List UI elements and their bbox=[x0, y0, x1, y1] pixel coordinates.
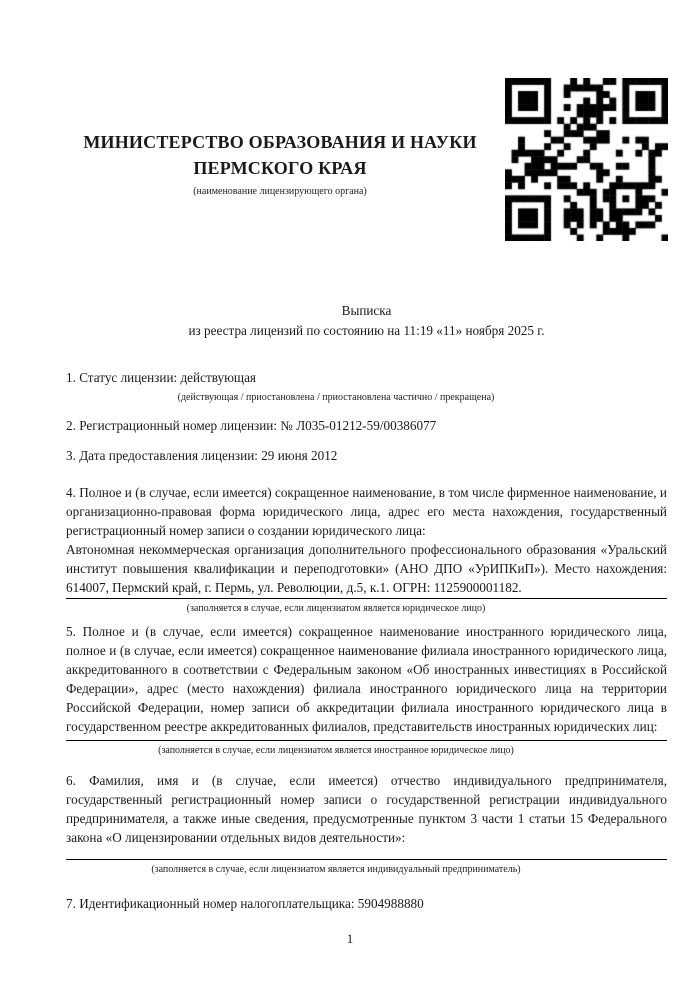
legal-entity-value: Автономная некоммерческая организация дополнительного профессионального образования «Уральский институт повышения квалификации и переподготовки» (АНО ДПО «УрИПКиП»). Место нахождения: 614007, Пермский край, г. Пермь, ул. Революции, д.5, к.1. ОГРН: 1125900001182. bbox=[66, 542, 667, 595]
item-legal-entity bbox=[66, 483, 667, 615]
authority-name-line2: ПЕРМСКОГО КРАЯ bbox=[193, 158, 367, 178]
item-registration-number bbox=[66, 416, 667, 435]
item-grant-date bbox=[66, 446, 667, 465]
licensing-authority-header bbox=[66, 129, 494, 198]
item-foreign-entity bbox=[66, 622, 667, 757]
legal-entity-caption: (заполняется в случае, если лицензиатом является юридическое лицо) bbox=[186, 603, 486, 614]
page-number: 1 bbox=[346, 931, 354, 946]
foreign-entity-caption: (заполняется в случае, если лицензиатом является иностранное юридическое лицо) bbox=[158, 745, 514, 756]
item-taxpayer-number bbox=[66, 894, 667, 913]
legal-entity-label: 4. Полное и (в случае, если имеется) сокращенное наименование, в том числе фирменное наименование, и организационно-правовая форма юридического лица, адрес его места нахождения, государственный регистрационный номер записи о создании юридического лица: bbox=[66, 485, 667, 538]
grant-date-text: 3. Дата предоставления лицензии: 29 июня 2012 bbox=[66, 448, 338, 463]
item-entrepreneur bbox=[66, 771, 667, 876]
taxpayer-number-text: 7. Идентификационный номер налогоплательщика: 5904988880 bbox=[66, 896, 424, 911]
fill-line bbox=[66, 859, 667, 860]
license-status-caption: (действующая / приостановлена / приостановлена частично / прекращена) bbox=[177, 392, 495, 403]
fill-line bbox=[66, 598, 667, 599]
foreign-entity-label: 5. Полное и (в случае, если имеется) сокращенное наименование иностранного юридического лица, полное и (в случае, если имеется) сокращенное наименование филиала иностранного юридического лица, аккредитованного в соответствии с Федеральным законом «Об иностранных инвестициях в Российской Федерации», адрес (место нахождения) филиала иностранного юридического лица на территории Российской Федерации, номер записи об аккредитации филиала иностранного юридического лица в государственном реестре аккредитованных филиалов, представительств иностранных юридических лиц: bbox=[66, 624, 667, 734]
authority-caption: (наименование лицензирующего органа) bbox=[193, 186, 367, 197]
document-title-line2: из реестра лицензий по состоянию на 11:19 «11» ноября 2025 г. bbox=[188, 323, 545, 338]
authority-name-line1: МИНИСТЕРСТВО ОБРАЗОВАНИЯ И НАУКИ bbox=[83, 132, 477, 152]
license-status-text: 1. Статус лицензии: действующая bbox=[66, 370, 257, 385]
qr-code-icon bbox=[505, 78, 668, 241]
fill-line bbox=[66, 740, 667, 741]
document-title-line1: Выписка bbox=[341, 303, 392, 318]
registration-number-text: 2. Регистрационный номер лицензии: № Л035-01212-59/00386077 bbox=[66, 418, 437, 433]
entrepreneur-caption: (заполняется в случае, если лицензиатом является индивидуальный предприниматель) bbox=[151, 864, 521, 875]
document-title bbox=[66, 301, 667, 341]
item-license-status bbox=[66, 368, 667, 404]
entrepreneur-label: 6. Фамилия, имя и (в случае, если имеется) отчество индивидуального предпринимателя, государственный регистрационный номер записи о государственной регистрации индивидуального предпринимателя, а также иные сведения, предусмотренные пунктом 3 части 1 статьи 15 Федерального закона «О лицензировании отдельных видов деятельности»: bbox=[66, 773, 667, 845]
